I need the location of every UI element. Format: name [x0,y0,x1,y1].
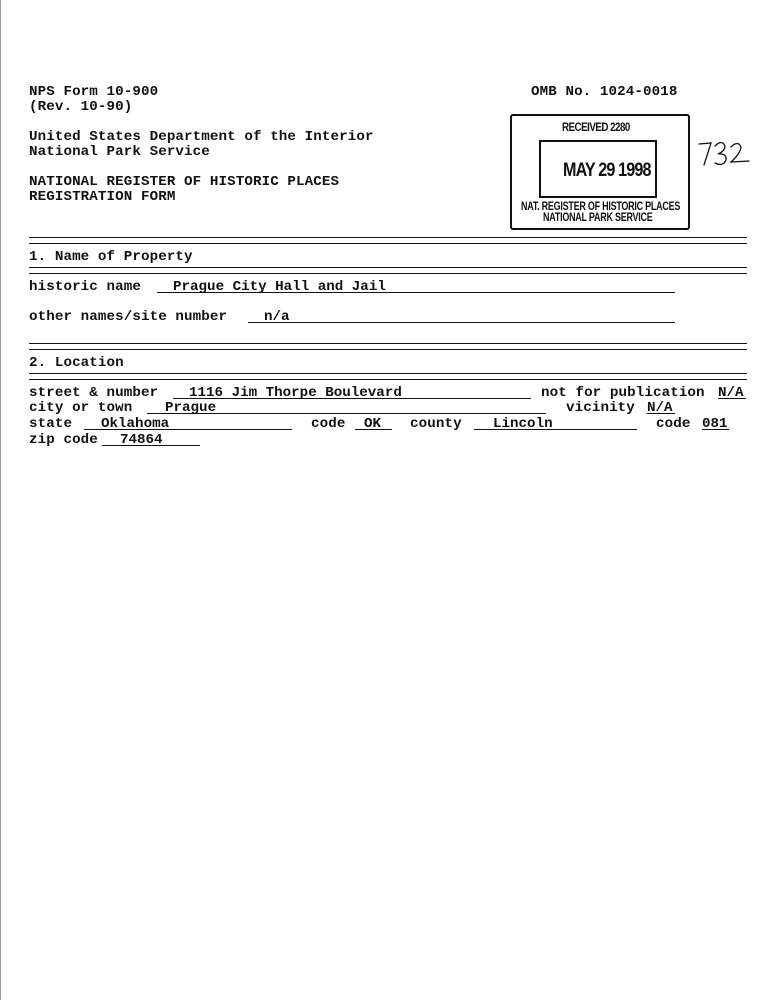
stamp-received-label: RECEIVED 2280 [562,122,630,134]
form-title: REGISTRATION FORM [29,189,176,205]
historic-name-label: historic name [29,279,141,295]
not-for-publication-label: not for publication [541,385,705,401]
section2-heading-rule [29,373,747,380]
other-names-line [248,322,675,323]
section1-top-rule [29,237,747,244]
service-name: National Park Service [29,144,210,160]
state-code-value: OK [364,416,382,432]
vicinity-label: vicinity [566,400,635,416]
street-value: 1116 Jim Thorpe Boulevard [189,385,402,401]
county-label: county [410,416,462,432]
state-code-label: code [311,416,346,432]
zip-label: zip code [29,432,98,448]
historic-name-value: Prague City Hall and Jail [173,279,386,295]
form-number: NPS Form 10-900 [29,84,159,100]
zip-value: 74864 [120,432,163,448]
department-name: United States Department of the Interior [29,129,374,145]
other-names-value: n/a [264,309,290,325]
not-for-publication-value: N/A [718,385,744,401]
stamp-register-line: NAT. REGISTER OF HISTORIC PLACES [521,201,681,213]
street-label: street & number [29,385,159,401]
other-names-label: other names/site number [29,309,228,325]
vicinity-value: N/A [647,400,673,416]
handwritten-note-732 [696,138,752,168]
section2-top-rule [29,343,747,350]
section1-heading: 1. Name of Property [29,249,193,265]
city-label: city or town [29,400,133,416]
section1-heading-rule [29,267,747,274]
stamp-date-box [539,140,657,198]
county-code-label: code [656,416,691,432]
stamp-date: MAY 29 1998 [563,160,651,181]
page-edge [0,0,1,1000]
form-revision: (Rev. 10-90) [29,99,133,115]
county-code-value: 081 [702,416,728,432]
county-value: Lincoln [493,416,553,432]
register-title: NATIONAL REGISTER OF HISTORIC PLACES [29,174,340,190]
state-value: Oklahoma [101,416,170,432]
section2-heading: 2. Location [29,355,124,371]
stamp-service-line: NATIONAL PARK SERVICE [543,212,653,224]
received-stamp [510,114,690,230]
state-label: state [29,416,73,432]
omb-number: OMB No. 1024-0018 [531,84,678,100]
city-value: Prague [165,400,217,416]
